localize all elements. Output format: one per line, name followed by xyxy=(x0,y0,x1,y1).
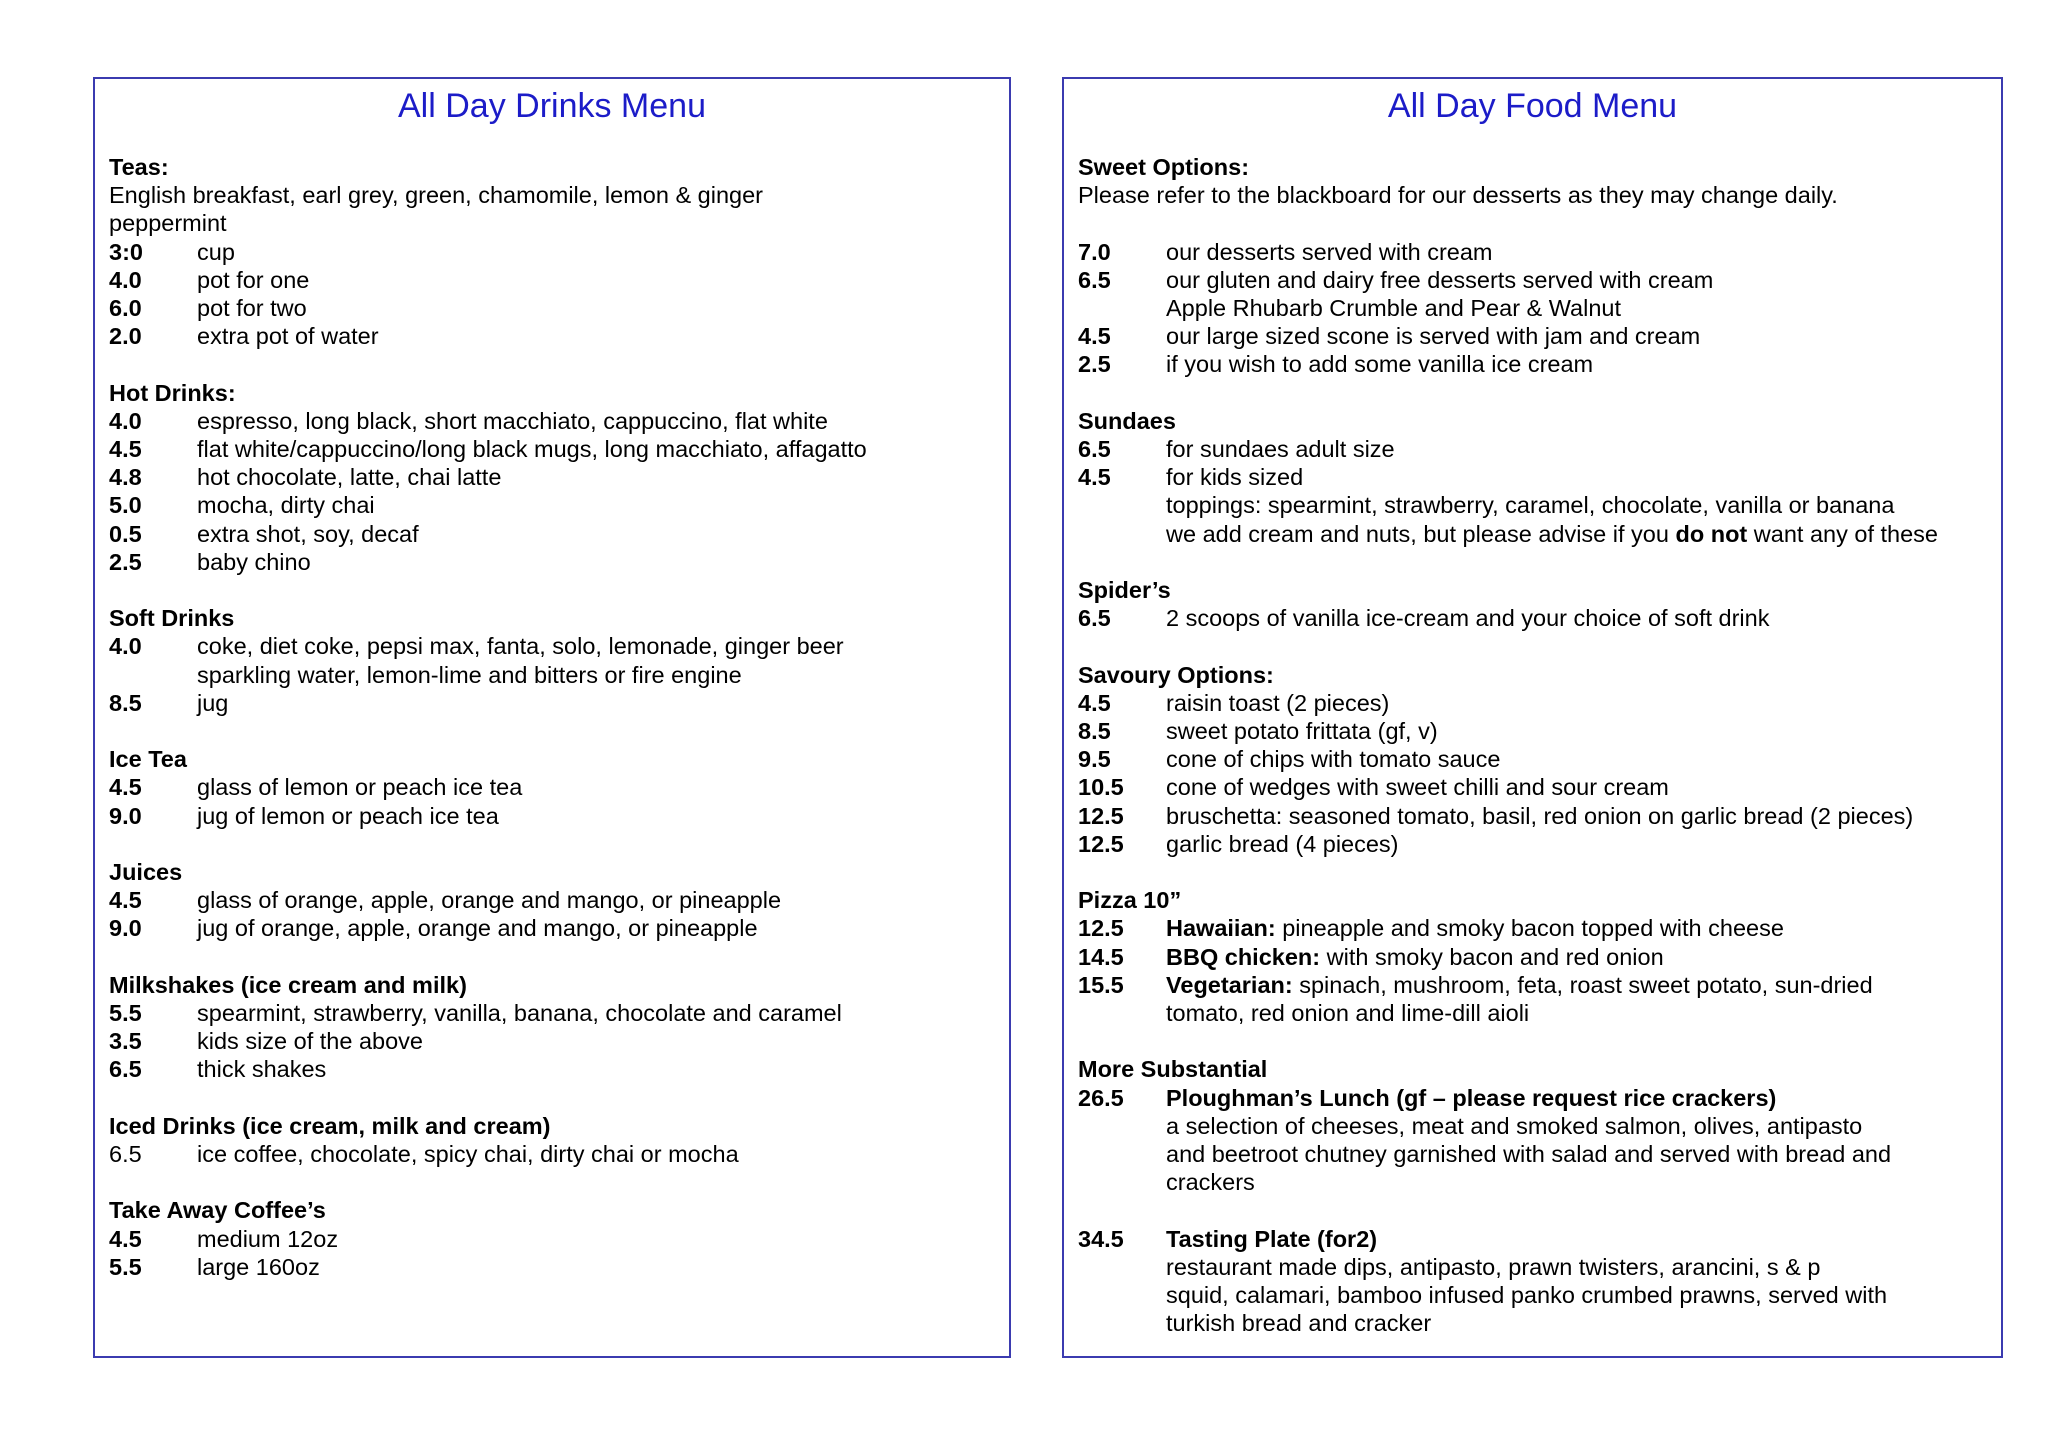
item-description xyxy=(1166,463,1987,491)
section-heading: Spider’s xyxy=(1078,577,1171,603)
item-price: 12.5 xyxy=(1078,830,1124,857)
section-heading: Sweet Options: xyxy=(1078,154,1250,180)
item-description xyxy=(1166,1281,1987,1309)
item-description xyxy=(1166,689,1987,717)
item-price: 9.0 xyxy=(109,802,142,829)
menu-item xyxy=(1078,999,1987,1027)
item-description xyxy=(1166,914,1987,942)
item-description xyxy=(1166,1309,1987,1337)
spacer xyxy=(109,717,995,745)
menu-item xyxy=(1078,802,1987,830)
item-detail: cup xyxy=(197,238,235,265)
item-description xyxy=(1166,802,1987,830)
item-price: 4.5 xyxy=(109,887,142,914)
section-heading: Savoury Options: xyxy=(1078,661,1274,688)
spacer xyxy=(1078,548,1987,576)
item-description xyxy=(197,1225,995,1253)
menu-item xyxy=(109,1055,995,1083)
item-price: 2.5 xyxy=(1078,351,1111,378)
item-detail: garlic bread (4 pieces) xyxy=(1166,830,1399,857)
menu-item xyxy=(109,1027,995,1055)
item-price: 10.5 xyxy=(1078,774,1124,801)
item-price: 7.0 xyxy=(1078,238,1111,265)
item-description xyxy=(197,1253,995,1281)
item-price: 6.5 xyxy=(1078,266,1111,293)
item-price: 4.5 xyxy=(109,774,142,801)
spacer xyxy=(109,1084,995,1112)
item-description xyxy=(1166,745,1987,773)
item-price: 6.5 xyxy=(109,1141,142,1168)
item-detail: glass of lemon or peach ice tea xyxy=(197,774,523,801)
item-description xyxy=(1166,435,1987,463)
item-detail: we add cream and nuts, but please advise if you xyxy=(1166,520,1676,547)
spacer xyxy=(1078,1027,1987,1055)
item-detail: cone of chips with tomato sauce xyxy=(1166,746,1501,773)
section-heading: More Substantial xyxy=(1078,1056,1268,1083)
drinks-menu-panel xyxy=(93,77,1011,1358)
menu-item xyxy=(109,802,995,830)
item-price: 4.5 xyxy=(1078,464,1111,491)
item-description xyxy=(197,886,995,914)
section-heading: Hot Drinks: xyxy=(109,379,236,406)
item-description xyxy=(1166,1140,1987,1168)
item-description xyxy=(197,661,995,689)
menu-item xyxy=(109,266,995,294)
item-detail: squid, calamari, bamboo infused panko crumbed prawns, served with xyxy=(1166,1282,1888,1309)
menu-item xyxy=(109,238,995,266)
menu-item xyxy=(109,1253,995,1281)
menu-item xyxy=(109,463,995,491)
spacer xyxy=(109,576,995,604)
item-description xyxy=(197,520,995,548)
item-price: 12.5 xyxy=(1078,915,1124,942)
item-detail: pineapple and smoky bacon topped with cheese xyxy=(1275,915,1784,942)
menu-item xyxy=(1078,773,1987,801)
item-description xyxy=(1166,773,1987,801)
item-price xyxy=(1078,1281,1166,1309)
spacer xyxy=(1078,379,1987,407)
item-description xyxy=(1166,1084,1987,1112)
menu-item xyxy=(1078,322,1987,350)
menu-item xyxy=(1078,1225,1987,1253)
item-price: 8.5 xyxy=(1078,718,1111,744)
item-price: 14.5 xyxy=(1078,943,1124,970)
spacer xyxy=(1078,632,1987,660)
item-detail: a selection of cheeses, meat and smoked salmon, olives, antipasto xyxy=(1166,1112,1863,1139)
item-detail: our large sized scone is served with jam and cream xyxy=(1166,323,1701,350)
item-price xyxy=(1078,520,1166,548)
item-price: 6.5 xyxy=(1078,436,1111,462)
item-price xyxy=(109,661,197,689)
menu-text: Please refer to the blackboard for our desserts as they may change daily. xyxy=(1078,182,1838,209)
item-detail: spearmint, strawberry, vanilla, banana, chocolate and caramel xyxy=(197,1000,842,1027)
item-price: 3:0 xyxy=(109,238,143,265)
item-price: 26.5 xyxy=(1078,1084,1124,1111)
item-price: 34.5 xyxy=(1078,1225,1124,1252)
item-price xyxy=(1078,1140,1166,1168)
menu-item xyxy=(1078,520,1987,548)
item-price: 8.5 xyxy=(109,689,142,716)
item-detail: crackers xyxy=(1166,1169,1255,1196)
menu-item xyxy=(109,294,995,322)
item-price: 4.5 xyxy=(1078,323,1111,350)
item-price: 6.0 xyxy=(109,295,142,322)
item-detail: bruschetta: seasoned tomato, basil, red onion on garlic bread (2 pieces) xyxy=(1166,802,1914,829)
item-description xyxy=(197,266,995,294)
item-detail: for kids sized xyxy=(1166,464,1304,491)
item-price: 6.5 xyxy=(1078,605,1111,632)
menu-item xyxy=(1078,689,1987,717)
item-detail: toppings: spearmint, strawberry, caramel, chocolate, vanilla or banana xyxy=(1166,492,1895,519)
spacer xyxy=(1078,209,1987,237)
item-name: BBQ chicken: xyxy=(1166,943,1321,970)
item-description xyxy=(1166,294,1987,322)
item-price xyxy=(1078,1309,1166,1337)
menu-item xyxy=(1078,435,1987,463)
item-description xyxy=(197,407,995,435)
item-description xyxy=(1166,604,1987,632)
section-heading: Milkshakes (ice cream and milk) xyxy=(109,971,467,998)
menu-item xyxy=(109,491,995,519)
menu-item xyxy=(1078,1309,1987,1337)
item-price xyxy=(1078,1168,1166,1196)
item-price: 9.0 xyxy=(109,915,142,942)
item-description xyxy=(197,914,995,942)
item-detail: cone of wedges with sweet chilli and sour cream xyxy=(1166,774,1669,801)
item-price: 5.5 xyxy=(109,1000,142,1027)
spacer xyxy=(109,943,995,971)
menu-item xyxy=(1078,266,1987,294)
section-heading: Soft Drinks xyxy=(109,605,235,632)
item-detail: if you wish to add some vanilla ice cream xyxy=(1166,351,1594,378)
menu-item xyxy=(1078,943,1987,971)
menu-item xyxy=(109,1140,995,1168)
menu-item xyxy=(1078,350,1987,378)
item-description xyxy=(197,802,995,830)
item-detail: flat white/cappuccino/long black mugs, long macchiato, affagatto xyxy=(197,436,867,463)
menu-item xyxy=(1078,971,1987,999)
menu-item xyxy=(1078,914,1987,942)
spacer xyxy=(1078,1196,1987,1224)
item-description xyxy=(1166,830,1987,858)
item-detail: extra shot, soy, decaf xyxy=(197,520,419,547)
item-price: 5.0 xyxy=(109,492,142,519)
section-heading: Take Away Coffee’s xyxy=(109,1197,326,1224)
item-detail: mocha, dirty chai xyxy=(197,492,375,519)
drinks-menu-list xyxy=(109,153,995,1281)
item-detail: jug of lemon or peach ice tea xyxy=(197,802,499,829)
item-price: 15.5 xyxy=(1078,971,1124,998)
item-detail: large 160oz xyxy=(197,1253,320,1280)
item-description xyxy=(197,463,995,491)
item-name: Ploughman’s Lunch (gf – please request rice crackers) xyxy=(1166,1084,1777,1111)
item-description xyxy=(1166,491,1987,519)
menu-item xyxy=(1078,1084,1987,1112)
section-heading: Iced Drinks (ice cream, milk and cream) xyxy=(109,1112,551,1139)
item-description xyxy=(197,435,995,463)
section-heading: Pizza 10” xyxy=(1078,887,1182,914)
menu-text: English breakfast, earl grey, green, chamomile, lemon & ginger xyxy=(109,182,763,209)
item-price xyxy=(1078,1112,1166,1140)
menu-item xyxy=(109,773,995,801)
item-detail: jug xyxy=(197,689,229,716)
menu-item xyxy=(109,520,995,548)
item-detail: espresso, long black, short macchiato, cappuccino, flat white xyxy=(197,407,828,434)
item-description xyxy=(197,689,995,717)
item-detail: baby chino xyxy=(197,548,311,575)
item-price: 4.0 xyxy=(109,407,142,434)
spacer xyxy=(109,830,995,858)
item-detail: restaurant made dips, antipasto, prawn twisters, arancini, s & p xyxy=(1166,1253,1821,1280)
item-detail: jug of orange, apple, orange and mango, or pineapple xyxy=(197,915,758,942)
item-description xyxy=(197,548,995,576)
item-detail: 2 scoops of vanilla ice-cream and your choice of soft drink xyxy=(1166,605,1770,632)
spacer xyxy=(109,350,995,378)
item-price: 4.5 xyxy=(109,436,142,463)
item-description xyxy=(1166,717,1987,745)
item-description xyxy=(197,238,995,266)
item-description xyxy=(1166,238,1987,266)
item-detail: with smoky bacon and red onion xyxy=(1320,943,1664,970)
menu-item xyxy=(1078,745,1987,773)
item-price: 9.5 xyxy=(1078,746,1111,773)
item-price xyxy=(1078,294,1166,322)
item-description xyxy=(1166,1225,1987,1253)
item-price: 5.5 xyxy=(109,1253,142,1280)
item-detail: pot for one xyxy=(197,266,310,293)
section-heading: Ice Tea xyxy=(109,746,187,773)
section-heading: Sundaes xyxy=(1078,407,1176,434)
menu-item xyxy=(1078,238,1987,266)
item-detail: thick shakes xyxy=(197,1056,327,1083)
menu-item xyxy=(109,914,995,942)
menu-item xyxy=(1078,294,1987,322)
item-detail: turkish bread and cracker xyxy=(1166,1310,1432,1337)
item-emphasis: do not xyxy=(1675,520,1748,547)
menu-item xyxy=(109,322,995,350)
menu-item xyxy=(109,548,995,576)
item-detail: coke, diet coke, pepsi max, fanta, solo, lemonade, ginger beer xyxy=(197,633,844,660)
menu-item xyxy=(109,632,995,660)
menu-item xyxy=(109,999,995,1027)
menu-item xyxy=(1078,491,1987,519)
item-price: 2.0 xyxy=(109,323,142,350)
item-description xyxy=(197,773,995,801)
item-description xyxy=(1166,520,1987,548)
item-detail: tomato, red onion and lime-dill aioli xyxy=(1166,1000,1530,1027)
item-price xyxy=(1078,491,1166,519)
menu-item xyxy=(1078,717,1987,745)
item-description xyxy=(1166,999,1987,1027)
item-detail: our desserts served with cream xyxy=(1166,238,1493,265)
item-description xyxy=(1166,266,1987,294)
food-menu-panel xyxy=(1062,77,2003,1358)
menu-item xyxy=(109,886,995,914)
item-price: 4.5 xyxy=(109,1225,142,1252)
item-name: Tasting Plate (for2) xyxy=(1166,1225,1378,1252)
item-price: 4.0 xyxy=(109,633,142,660)
item-description xyxy=(1166,350,1987,378)
menu-item xyxy=(1078,463,1987,491)
item-detail-end: want any of these xyxy=(1747,520,1938,547)
item-description xyxy=(197,491,995,519)
item-price xyxy=(1078,1253,1166,1281)
menu-item xyxy=(1078,1140,1987,1168)
item-detail: pot for two xyxy=(197,295,307,322)
item-description xyxy=(1166,971,1987,999)
item-price: 4.0 xyxy=(109,266,142,293)
item-description xyxy=(197,1027,995,1055)
item-description xyxy=(1166,1168,1987,1196)
menu-item xyxy=(1078,830,1987,858)
item-detail: for sundaes adult size xyxy=(1166,436,1395,462)
spacer xyxy=(1078,858,1987,886)
item-detail: glass of orange, apple, orange and mango, or pineapple xyxy=(197,887,782,914)
item-detail: hot chocolate, latte, chai latte xyxy=(197,464,502,491)
item-description xyxy=(1166,943,1987,971)
item-description xyxy=(197,1140,995,1168)
item-price: 3.5 xyxy=(109,1028,142,1055)
item-detail: raisin toast (2 pieces) xyxy=(1166,689,1390,716)
menu-text: peppermint xyxy=(109,210,227,237)
item-detail: and beetroot chutney garnished with salad and served with bread and xyxy=(1166,1141,1892,1168)
item-price: 6.5 xyxy=(109,1056,142,1083)
item-price: 0.5 xyxy=(109,520,142,547)
item-detail: sparkling water, lemon-lime and bitters or fire engine xyxy=(197,661,742,688)
item-description xyxy=(197,999,995,1027)
item-price: 2.5 xyxy=(109,548,142,575)
item-detail: Apple Rhubarb Crumble and Pear & Walnut xyxy=(1166,295,1622,321)
menu-item xyxy=(1078,1281,1987,1309)
item-price: 4.8 xyxy=(109,464,142,491)
item-description xyxy=(197,322,995,350)
drinks-menu-title: All Day Drinks Menu xyxy=(398,87,706,125)
menu-item xyxy=(1078,1112,1987,1140)
item-detail: our gluten and dairy free desserts served with cream xyxy=(1166,266,1714,293)
food-menu-list xyxy=(1078,153,1987,1337)
item-price xyxy=(1078,999,1166,1027)
item-description xyxy=(1166,1253,1987,1281)
food-menu-title: All Day Food Menu xyxy=(1387,87,1678,125)
menu-item xyxy=(1078,604,1987,632)
spacer xyxy=(109,1168,995,1196)
item-detail: kids size of the above xyxy=(197,1028,423,1055)
item-price: 4.5 xyxy=(1078,689,1111,716)
item-detail: spinach, mushroom, feta, roast sweet potato, sun-dried xyxy=(1292,971,1873,998)
item-price: 12.5 xyxy=(1078,802,1124,829)
menu-item xyxy=(109,689,995,717)
item-description xyxy=(1166,322,1987,350)
section-heading: Teas: xyxy=(109,154,169,180)
item-description xyxy=(197,632,995,660)
item-description xyxy=(197,1055,995,1083)
item-detail: ice coffee, chocolate, spicy chai, dirty chai or mocha xyxy=(197,1141,739,1168)
menu-item xyxy=(109,407,995,435)
item-name: Vegetarian: xyxy=(1166,971,1293,998)
menu-item xyxy=(109,1225,995,1253)
item-detail: sweet potato frittata (gf, v) xyxy=(1166,718,1438,744)
item-name: Hawaiian: xyxy=(1166,915,1276,942)
menu-item xyxy=(109,661,995,689)
menu-item xyxy=(1078,1168,1987,1196)
menu-item xyxy=(109,435,995,463)
section-heading: Juices xyxy=(109,859,183,886)
menu-item xyxy=(1078,1253,1987,1281)
item-description xyxy=(197,294,995,322)
item-description xyxy=(1166,1112,1987,1140)
item-detail: extra pot of water xyxy=(197,323,379,350)
item-detail: medium 12oz xyxy=(197,1225,339,1252)
